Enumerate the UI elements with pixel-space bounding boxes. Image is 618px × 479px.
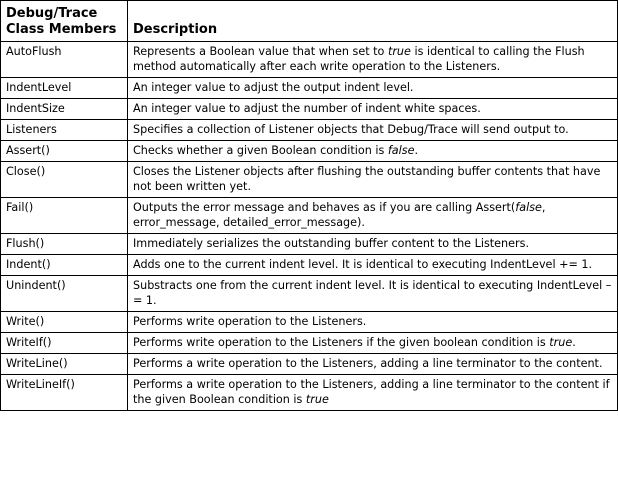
member-name-cell: WriteLine() xyxy=(1,354,128,375)
table-row xyxy=(1,78,618,99)
description-text: Represents a Boolean value that when set to xyxy=(133,45,388,58)
table-row xyxy=(1,162,618,198)
member-name-cell: IndentSize xyxy=(1,99,128,120)
description-emphasis: false xyxy=(515,201,542,214)
member-name-cell: Listeners xyxy=(1,120,128,141)
header-row xyxy=(1,1,618,42)
table-row xyxy=(1,120,618,141)
description-text: Performs write operation to the Listeners if the given boolean condition is xyxy=(133,336,550,349)
description-text: Outputs the error message and behaves as if you are calling Assert( xyxy=(133,201,516,214)
table-row xyxy=(1,333,618,354)
member-name-cell: IndentLevel xyxy=(1,78,128,99)
table-row xyxy=(1,234,618,255)
description-emphasis: true xyxy=(305,393,329,406)
member-name-cell: Indent() xyxy=(1,255,128,276)
table-row xyxy=(1,354,618,375)
table-row xyxy=(1,312,618,333)
description-cell xyxy=(128,375,618,411)
table-row xyxy=(1,198,618,234)
description-cell xyxy=(128,42,618,78)
description-cell xyxy=(128,99,618,120)
description-column-header: Description xyxy=(128,1,618,42)
table-row xyxy=(1,375,618,411)
table-row xyxy=(1,42,618,78)
description-cell xyxy=(128,255,618,276)
member-name-cell: Assert() xyxy=(1,141,128,162)
description-cell xyxy=(128,141,618,162)
description-cell xyxy=(128,162,618,198)
member-name-cell: Fail() xyxy=(1,198,128,234)
description-text: Performs a write operation to the Listeners, adding a line terminator to the content. xyxy=(133,357,603,370)
member-header-line1: Debug/Trace xyxy=(6,6,98,21)
member-name-cell: WriteIf() xyxy=(1,333,128,354)
description-text: , error_message, detailed_error_message). xyxy=(133,201,546,229)
member-name-cell: Unindent() xyxy=(1,276,128,312)
description-cell xyxy=(128,333,618,354)
description-cell xyxy=(128,234,618,255)
description-emphasis: true xyxy=(387,45,411,58)
table-row xyxy=(1,99,618,120)
description-text: Immediately serializes the outstanding buffer content to the Listeners. xyxy=(133,237,530,250)
description-text: An integer value to adjust the output indent level. xyxy=(133,81,414,94)
description-text: Performs a write operation to the Listeners, adding a line terminator to the content if the given Boolean condition is xyxy=(133,378,610,406)
description-text: Specifies a collection of Listener objects that Debug/Trace will send output to. xyxy=(133,123,569,136)
description-emphasis: true xyxy=(549,336,573,349)
description-text: Closes the Listener objects after flushing the outstanding buffer contents that have not been written yet. xyxy=(133,165,601,193)
member-name-cell: Write() xyxy=(1,312,128,333)
description-cell xyxy=(128,276,618,312)
description-text: Substracts one from the current indent level. It is identical to executing IndentLevel –= 1. xyxy=(133,279,612,307)
description-text: Adds one to the current indent level. It is identical to executing IndentLevel += 1. xyxy=(133,258,593,271)
description-text: Performs write operation to the Listeners. xyxy=(133,315,367,328)
description-text: . xyxy=(572,336,576,349)
description-text: is identical to calling the Flush method automatically after each write operation to the Listeners. xyxy=(133,45,585,73)
member-name-cell: Flush() xyxy=(1,234,128,255)
table-row xyxy=(1,141,618,162)
description-text: Checks whether a given Boolean condition is xyxy=(133,144,388,157)
description-text: . xyxy=(414,144,419,157)
description-emphasis: false xyxy=(387,144,415,157)
table-row xyxy=(1,255,618,276)
description-cell xyxy=(128,354,618,375)
member-name-cell: Close() xyxy=(1,162,128,198)
table-body xyxy=(1,42,618,411)
description-cell xyxy=(128,78,618,99)
description-cell xyxy=(128,198,618,234)
member-name-cell: WriteLineIf() xyxy=(1,375,128,411)
member-header-line2: Class Members xyxy=(6,22,117,37)
table-row xyxy=(1,276,618,312)
member-column-header xyxy=(1,1,128,42)
description-cell xyxy=(128,120,618,141)
member-name-cell: AutoFlush xyxy=(1,42,128,78)
description-text: An integer value to adjust the number of indent white spaces. xyxy=(133,102,481,115)
description-cell xyxy=(128,312,618,333)
